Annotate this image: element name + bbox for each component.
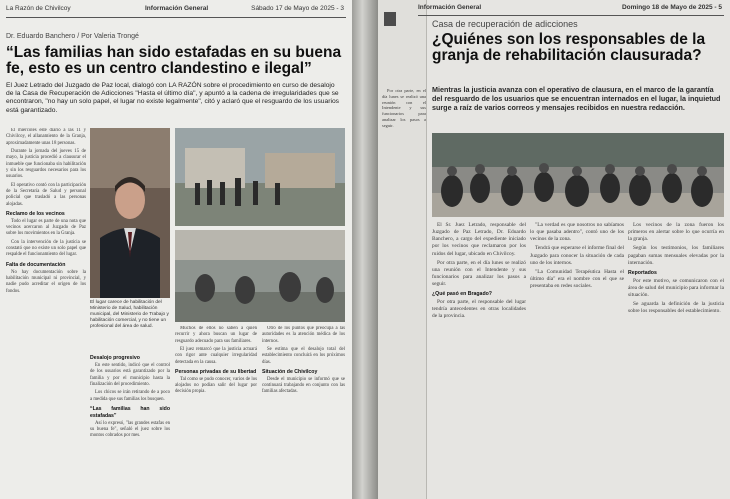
subheading: Reportados bbox=[628, 269, 657, 276]
left-newspaper-page bbox=[0, 0, 352, 499]
article-title: “Las familias han sido estafadas en su buena fe, esto es un centro clandestino e ilegal” bbox=[6, 44, 342, 78]
judge-portrait-photo bbox=[90, 128, 170, 298]
interior-room-photo bbox=[175, 230, 345, 322]
page-date: Domingo 18 de Mayo de 2025 - 5 bbox=[621, 4, 722, 11]
text-column-4: Otro de los puntos que preocupa a las autoridades es la atención médica de los internos. Se estima que el desalojo total del establecimiento concluirá en los próximos días. Situación de Chivilcoy Desde el municipio se informó que se continuará trabajando en conjunto con las familias afectadas. bbox=[262, 326, 345, 395]
group-photo bbox=[432, 133, 724, 217]
newspaper-name: La Razón de Chivilcoy bbox=[6, 5, 71, 12]
section-label: Información General bbox=[418, 4, 482, 11]
header-rule bbox=[418, 15, 724, 16]
subheading: Personas privadas de su libertad bbox=[175, 368, 257, 375]
byline: Dr. Eduardo Banchero / Por Valeria Trongé bbox=[6, 33, 139, 40]
text-column-1: El miércoles este diario a las 11 y Chivilcoy, el allanamiento de la Granja, aproximadamente unas 18 personas. Durante la jornada del jueves 15 de mayo, la justicia procedió a clausurar el inmueble que funcionaba sin habilitación y sin los resguardos necesarios para los usuarios. El operativo contó con la participación de la Secretaría de Salud y personal policial que trasladó a las personas alojadas. Reclamo de los vecinos Todo el lugar es parte de una nota que vecinos acercaron al Juzgado de Paz sobre los movimientos en la Granja. Con la intervención de la justicia se constató que no existe un solo papel que respalde el funcionamiento del lugar. Falta de documentación No hay documentación sobre la habilitación municipal ni provincial, y nadie pudo acreditar el origen de los fondos. bbox=[6, 128, 86, 294]
right-newspaper-page bbox=[378, 0, 730, 499]
subheading: Desalojo progresivo bbox=[90, 355, 140, 361]
subheading: Situación de Chivilcoy bbox=[262, 368, 318, 375]
subheading: ¿Qué pasó en Bragado? bbox=[432, 291, 492, 298]
header-rule bbox=[6, 17, 346, 18]
article-lead: Mientras la justicia avanza con el operativo de clausura, en el marco de la garantía del resguardo de los usuarios que se encuentran internados en el lugar, la inquietud surge a raíz de varios correos y mensajes recibidos en nuestra redacción. bbox=[432, 85, 721, 112]
article-kicker: Casa de recuperación de adicciones bbox=[432, 19, 578, 29]
article-lead: El Juez Letrado del Juzgado de Paz local, dialogó con LA RAZÓN sobre el procedimiento en curso de desalojo de la Casa de Recuperación de Adicciones "Hasta el último día", y apuntó a la cadena de irregularidades que se encontraron, "no hay un solo papel, el lugar no existe legalmente", citó y aclaró que el resguardo de los usuarios está garantizado. bbox=[6, 82, 340, 114]
text-column-b: "La verdad es que nosotros no sabíamos lo que pasaba adentro", contó uno de los vecinos de la zona. Tendrá que esperarse el informe final del Juzgado para conocer la situación de cada uno de los internos. "La Comunidad Terapéutica Hasta el último día" era el nombre con el que se presentaba en redes sociales. bbox=[530, 222, 624, 289]
folded-column-text: Por otra parte, en el día lunes se realizó una reunión con el Intendente y sus funcionarios para analizar los pasos a seguir. bbox=[382, 88, 426, 128]
columnist-thumbnail bbox=[384, 12, 396, 26]
subheading: “Las familias han sido estafadas” bbox=[90, 405, 170, 419]
text-column-c: Los vecinos de la zona fueron los primeros en alertar sobre lo que ocurría en la granja. Según los testimonios, los familiares pagaban sumas mensuales elevadas por la internación. Reportados Por este motivo, se comunicaron con el área de salud del municipio para informar la situación. Se aguarda la definición de la justicia sobre los responsables del establecimiento. bbox=[628, 222, 724, 315]
subheading: Reclamo de los vecinos bbox=[6, 210, 65, 217]
subheading: Falta de documentación bbox=[6, 261, 66, 268]
page-date: Sábado 17 de Mayo de 2025 - 3 bbox=[251, 5, 344, 12]
binding-gutter bbox=[352, 0, 378, 499]
text-column-3: Muchos de ellos no saben a quién recurrir y ahora buscan un lugar de resguardo adecuado para sus familiares. El juez remarcó que la justicia actuará con rigor ante cualquier irregularidad detectada en la causa. Personas privadas de su libertad Tal como se pudo conocer, varios de los alojados no podían salir del lugar por decisión propia. bbox=[175, 326, 257, 395]
page-edge-fold bbox=[378, 0, 427, 499]
photo-caption: El lugar carece de habilitación del Ministerio de Salud, habilitación municipal, del Ministerio de Trabajo y habilitación comercial, y no tiene un profesional del área de salud. bbox=[90, 300, 169, 329]
section-label: Información General bbox=[145, 5, 209, 12]
text-column-a: El Sr. Juez Letrado, responsable del Juzgado de Paz Letrado, Dr. Eduardo Banchero, a cargo del expediente iniciado por los vecinos que reclamaron por los ruidos del lugar, ubicado en Chivilcoy. Por otra parte, en el día lunes se realizó una reunión con el Intendente y sus funcionarios para analizar los pasos a seguir. ¿Qué pasó en Bragado? Por otra parte, el responsable del lugar tendría antecedentes en otras localidades de la provincia. bbox=[432, 222, 526, 320]
article-title: ¿Quiénes son los responsables de la granja de rehabilitación clausurada? bbox=[432, 31, 706, 65]
text-column-2: Desalojo progresivo En este sentido, indicó que el control de los usuarios está garantizado por la familia y por el municipio hasta la finalización del procedimiento. Los chicos se irán retirando de a poco a medida que sus familias los busquen. “Las familias han sido estafadas” Así lo expresó, "las grandes estafas en su buena fe", señaló el juez sobre los montos cobrados por mes. bbox=[90, 355, 170, 439]
building-exterior-photo bbox=[175, 128, 345, 226]
